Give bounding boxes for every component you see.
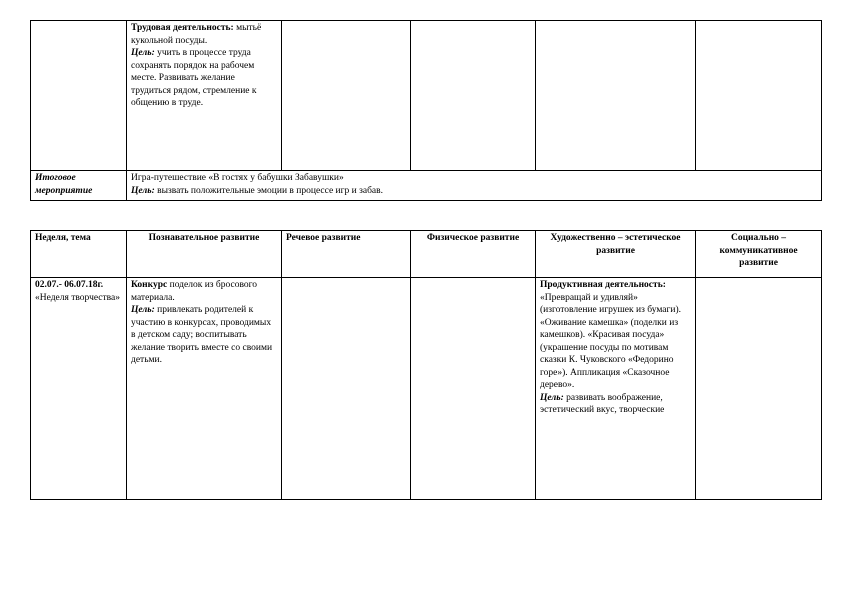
- content-row: [31, 278, 822, 500]
- art-cell: [536, 278, 696, 500]
- work-text: мытьё кукольной посуды.: [131, 23, 262, 46]
- cognitive-goal-label: Цель:: [131, 305, 155, 316]
- header-social: Социально – коммуникативное развитие: [696, 231, 822, 278]
- work-row: [31, 21, 822, 171]
- header-speech: Речевое развитие: [282, 231, 411, 278]
- art-title: Продуктивная деятельность:: [540, 280, 666, 290]
- final-row: [31, 171, 822, 201]
- main-table: [30, 230, 822, 500]
- final-event: Игра-путешествие «В гостях у бабушки Забавушки»: [131, 173, 344, 183]
- cognitive-text: поделок из бросового материала.: [131, 280, 258, 303]
- cognitive-goal: привлекать родителей к участию в конкурсах, проводимых в детском саду; воспитывать желание творить вместе со своими детьми.: [131, 305, 273, 366]
- cognitive-cell: [127, 278, 282, 500]
- work-title: Трудовая деятельность:: [131, 23, 234, 33]
- social-cell: [696, 278, 822, 500]
- speech-cell: [282, 278, 411, 500]
- header-physical: Физическое развитие: [411, 231, 536, 278]
- goal-label: Цель:: [131, 48, 155, 59]
- header-row: [31, 231, 822, 278]
- week-theme: «Неделя творчества»: [35, 292, 120, 303]
- work-cell: [127, 21, 282, 171]
- final-label: Итоговое мероприятие: [31, 171, 127, 201]
- header-art: Художественно – эстетическое развитие: [536, 231, 696, 278]
- final-goal-label: Цель:: [131, 185, 155, 196]
- art-goal: развивать воображение, эстетический вкус, творческие: [540, 392, 665, 416]
- week-dates: 02.07.- 06.07.18г.: [35, 280, 104, 290]
- top-table: [30, 20, 822, 201]
- empty-cell: [411, 21, 536, 171]
- week-cell: [31, 278, 127, 500]
- final-goal: вызвать положительные эмоции в процессе игр и забав.: [154, 185, 383, 196]
- empty-cell: [31, 21, 127, 171]
- art-text: «Превращай и удивляй» (изготовление игрушек из бумаги). «Оживание камешка» (поделки из камешков). «Красивая посуда» (украшение посуды по мотивам сказки К. Чуковского «Федорино горе»). Аппликация «Сказочное дерево».: [540, 292, 682, 391]
- work-goal: учить в процессе труда сохранять порядок на рабочем месте. Развивать желание трудиться рядом, стремление к общению в труде.: [131, 48, 257, 109]
- physical-cell: [411, 278, 536, 500]
- cognitive-title: Конкурс: [131, 280, 168, 290]
- header-week: Неделя, тема: [31, 231, 127, 278]
- empty-cell: [696, 21, 822, 171]
- header-cognitive: Познавательное развитие: [127, 231, 282, 278]
- final-event-cell: [127, 171, 822, 201]
- empty-cell: [536, 21, 696, 171]
- empty-cell: [282, 21, 411, 171]
- art-goal-label: Цель:: [540, 392, 564, 403]
